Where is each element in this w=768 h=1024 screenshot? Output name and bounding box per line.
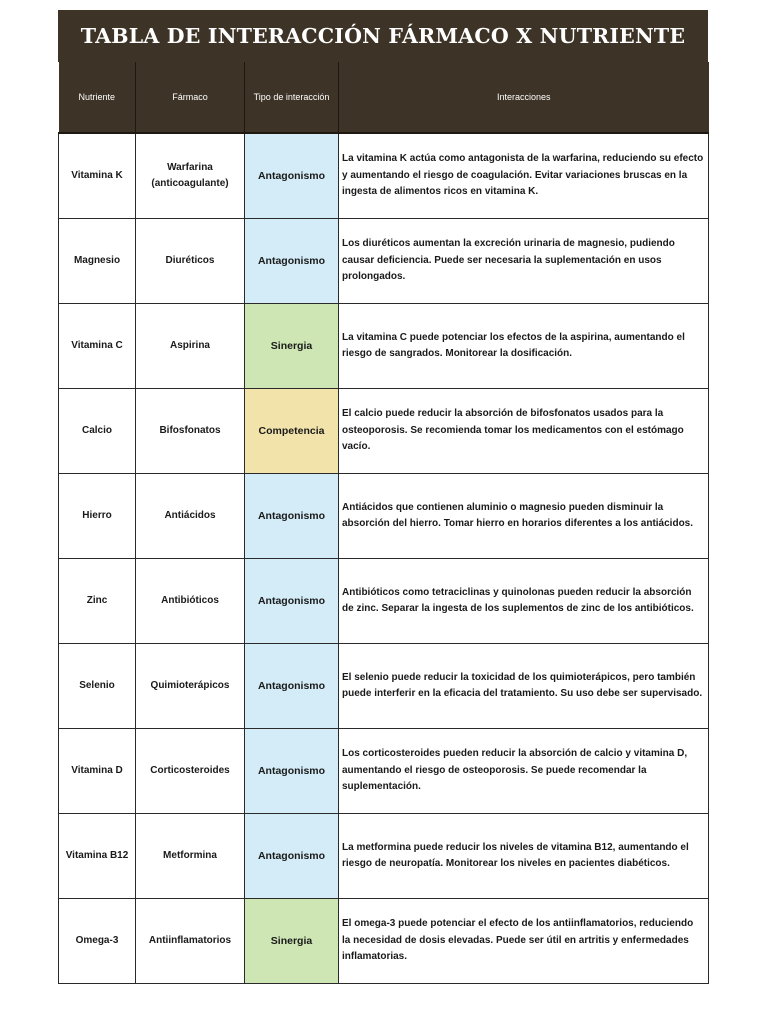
table-row bbox=[59, 389, 709, 474]
nutriente-cell: Vitamina D bbox=[59, 729, 136, 814]
farmaco-cell: Antibióticos bbox=[136, 559, 245, 644]
nutriente-cell: Vitamina K bbox=[59, 133, 136, 219]
farmaco-cell: Metformina bbox=[136, 814, 245, 899]
table-row bbox=[59, 219, 709, 304]
tipo-cell: Sinergia bbox=[245, 899, 339, 984]
interaction-table bbox=[58, 62, 709, 984]
farmaco-cell: Diuréticos bbox=[136, 219, 245, 304]
tipo-cell: Antagonismo bbox=[245, 219, 339, 304]
tipo-cell: Antagonismo bbox=[245, 729, 339, 814]
nutriente-cell: Vitamina C bbox=[59, 304, 136, 389]
nutriente-cell: Vitamina B12 bbox=[59, 814, 136, 899]
nutriente-cell: Omega-3 bbox=[59, 899, 136, 984]
interaccion-cell: La vitamina C puede potenciar los efectos de la aspirina, aumentando el riesgo de sangrados. Monitorear la dosificación. bbox=[339, 304, 709, 389]
farmaco-cell: Antiinflamatorios bbox=[136, 899, 245, 984]
table-row bbox=[59, 899, 709, 984]
tipo-cell: Antagonismo bbox=[245, 814, 339, 899]
header-farmaco: Fármaco bbox=[136, 62, 245, 133]
nutriente-cell: Hierro bbox=[59, 474, 136, 559]
header-nutriente: Nutriente bbox=[59, 62, 136, 133]
farmaco-cell: Corticosteroides bbox=[136, 729, 245, 814]
interaccion-cell: Antiácidos que contienen aluminio o magnesio pueden disminuir la absorción del hierro. Tomar hierro en horarios diferentes a los antiácidos. bbox=[339, 474, 709, 559]
table-row bbox=[59, 814, 709, 899]
table-row bbox=[59, 304, 709, 389]
table-row bbox=[59, 474, 709, 559]
tipo-cell: Competencia bbox=[245, 389, 339, 474]
farmaco-cell: Antiácidos bbox=[136, 474, 245, 559]
header-tipo: Tipo de interacción bbox=[245, 62, 339, 133]
interaccion-cell: El selenio puede reducir la toxicidad de los quimioterápicos, pero también puede interferir en la eficacia del tratamiento. Su uso debe ser supervisado. bbox=[339, 644, 709, 729]
farmaco-cell: Quimioterápicos bbox=[136, 644, 245, 729]
document bbox=[58, 10, 708, 984]
table-row bbox=[59, 133, 709, 219]
interaccion-cell: Los diuréticos aumentan la excreción urinaria de magnesio, pudiendo causar deficiencia. Puede ser necesaria la suplementación en usos prolongados. bbox=[339, 219, 709, 304]
interaccion-cell: Los corticosteroides pueden reducir la absorción de calcio y vitamina D, aumentando el riesgo de osteoporosis. Se puede recomendar la suplementación. bbox=[339, 729, 709, 814]
tipo-cell: Antagonismo bbox=[245, 133, 339, 219]
page-title: TABLA DE INTERACCIÓN FÁRMACO X NUTRIENTE bbox=[80, 24, 686, 48]
table-row bbox=[59, 644, 709, 729]
table-header bbox=[59, 62, 709, 133]
tipo-cell: Antagonismo bbox=[245, 644, 339, 729]
title-bar bbox=[58, 10, 708, 62]
header-row bbox=[59, 62, 709, 133]
interaccion-cell: El calcio puede reducir la absorción de bifosfonatos usados para la osteoporosis. Se recomienda tomar los medicamentos con el estómago vacío. bbox=[339, 389, 709, 474]
nutriente-cell: Zinc bbox=[59, 559, 136, 644]
table-row bbox=[59, 729, 709, 814]
tipo-cell: Sinergia bbox=[245, 304, 339, 389]
farmaco-cell: Aspirina bbox=[136, 304, 245, 389]
table-body bbox=[59, 133, 709, 984]
tipo-cell: Antagonismo bbox=[245, 559, 339, 644]
farmaco-cell: Warfarina (anticoagulante) bbox=[136, 133, 245, 219]
interaccion-cell: La metformina puede reducir los niveles de vitamina B12, aumentando el riesgo de neuropatía. Monitorear los niveles en pacientes diabéticos. bbox=[339, 814, 709, 899]
nutriente-cell: Selenio bbox=[59, 644, 136, 729]
interaccion-cell: El omega-3 puede potenciar el efecto de los antiinflamatorios, reduciendo la necesidad de dosis elevadas. Puede ser útil en artritis y enfermedades inflamatorias. bbox=[339, 899, 709, 984]
table-row bbox=[59, 559, 709, 644]
interaccion-cell: La vitamina K actúa como antagonista de la warfarina, reduciendo su efecto y aumentando el riesgo de coagulación. Evitar variaciones bruscas en la ingesta de alimentos ricos en vitamina K. bbox=[339, 133, 709, 219]
nutriente-cell: Magnesio bbox=[59, 219, 136, 304]
interaccion-cell: Antibióticos como tetraciclinas y quinolonas pueden reducir la absorción de zinc. Separar la ingesta de los suplementos de zinc de los antibióticos. bbox=[339, 559, 709, 644]
farmaco-cell: Bifosfonatos bbox=[136, 389, 245, 474]
nutriente-cell: Calcio bbox=[59, 389, 136, 474]
header-interacciones: Interacciones bbox=[339, 62, 709, 133]
tipo-cell: Antagonismo bbox=[245, 474, 339, 559]
